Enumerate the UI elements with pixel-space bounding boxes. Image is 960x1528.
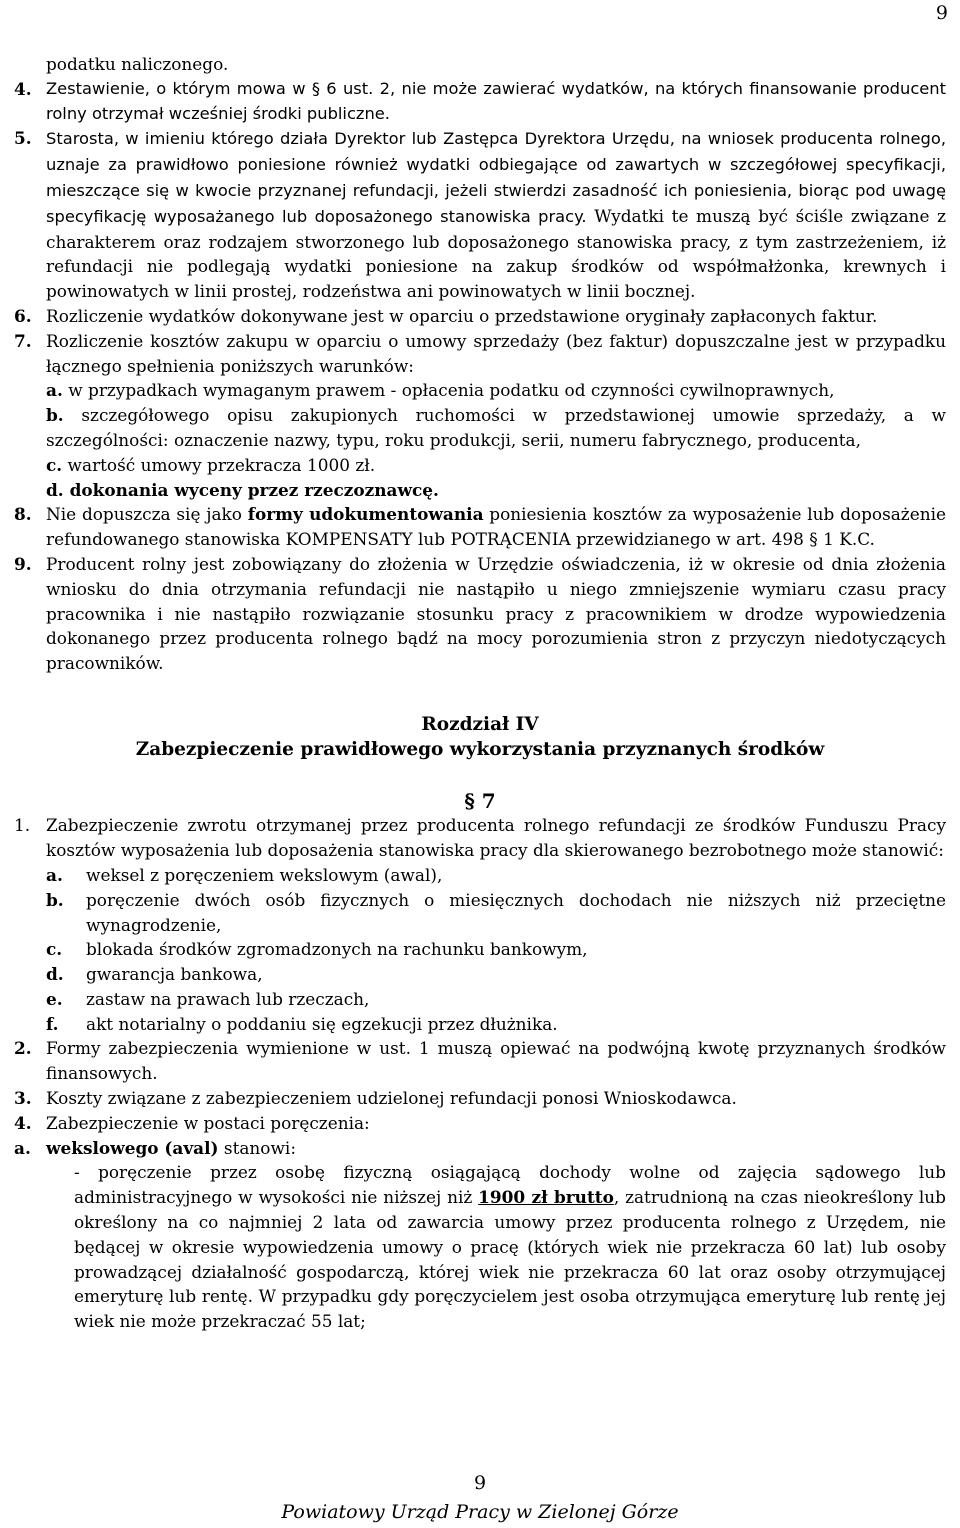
item-text: Producent rolny jest zobowiązany do złożenia w Urzędzie oświadczenia, iż w okresie od dnia złożenia wniosku do dnia otrzymania refundacji nie nastąpiło u niego zmniejszenie wymiaru czasu pracy pracownika i nie nastąpiło rozwiązanie stosunku pracy z pracownikiem w drodze wypowiedzenia dokonanego przez producenta rolnego bądź na mocy porozumienia stron z przyczyn niedotyczących pracowników.: [46, 553, 946, 674]
list-item: [0, 1136, 960, 1161]
sub-text: wartość umowy przekracza 1000 zł.: [62, 454, 376, 475]
item-number: 6.: [14, 305, 32, 326]
list-item: [0, 813, 960, 863]
item-number: 2.: [14, 1038, 32, 1059]
list-item: [0, 1086, 960, 1111]
item-letter: a.: [14, 1137, 31, 1158]
item-text: Starosta, w imieniu którego działa Dyrektor lub Zastępca Dyrektora Urzędu, na wniosek producenta rolnego, uznaje za prawidłowo poniesione również wydatki odbiegające od zawartych w szczegółowej specyfikacji, mieszczące się w kwocie przyznanej refundacji, jeżeli stwierdzi zasadność ich poniesienia, biorąc pod uwagę specyfikację wyposażanego lub doposażonego stanowiska pracy.: [46, 129, 946, 226]
list-item: [0, 77, 960, 127]
item-text: Rozliczenie wydatków dokonywane jest w oparciu o przedstawione oryginały zapłaconych faktur.: [46, 305, 878, 326]
item-number: 5.: [14, 128, 32, 149]
intro-line: podatku naliczonego.: [46, 54, 229, 74]
sub-text-cont: , zatrudnioną na czas nieokreślony lub określony na co najmniej 2 lata od zawarcia umowy przez producenta rolnego z Urzędem, nie będącej w okresie wypowiedzenia umowy o pracę (których wiek nie przekracza 60 lat) lub osoby prowadzącej działalność gospodarczą, której wiek nie przekracza 60 lat oraz osoby otrzymującej emeryturę lub rentę. W przypadku gdy poręczycielem jest osoba otrzymująca emeryturę lub rentę jej wiek nie może przekraczać 55 lat;: [74, 1187, 946, 1332]
item-number: 9.: [14, 553, 32, 574]
sub-text: akt notarialny o poddaniu się egzekucji przez dłużnika.: [86, 1013, 558, 1034]
sub-text: - poręczenie przez osobę fizyczną osiągającą dochody wolne od zajęcia sądowego lub administracyjnego w wysokości nie niższej niż: [74, 1162, 946, 1208]
sub-text: poręczenie dwóch osób fizycznych o miesięcznych dochodach nie niższych niż przeciętne wynagrodzenie,: [86, 889, 946, 935]
item-text: Rozliczenie kosztów zakupu w oparciu o umowy sprzedaży (bez faktur) dopuszczalne jest w przypadku łącznego spełnienia poniższych warunków:: [46, 330, 946, 376]
item-number: 7.: [14, 330, 32, 351]
sub-item: [0, 478, 960, 503]
sub-item: [0, 987, 960, 1012]
sub-letter: f.: [46, 1013, 59, 1034]
list-item: [0, 502, 960, 552]
list-item: [0, 1111, 960, 1136]
sub-letter: e.: [46, 988, 63, 1009]
item-text: Nie dopuszcza się jako: [46, 504, 248, 525]
section-mark: § 7: [464, 788, 496, 813]
sub-letter: b.: [46, 889, 64, 910]
sub-letter: c.: [46, 939, 63, 960]
item-text-bold: formy udokumentowania: [247, 504, 484, 525]
sub-text: dokonania wyceny przez rzeczoznawcę.: [63, 479, 439, 500]
sub-item: [0, 863, 960, 888]
item-number: 8.: [14, 504, 32, 525]
sub-text: szczegółowego opisu zakupionych ruchomości w przedstawionej umowie sprzedaży, a w szczególności: oznaczenie nazwy, typu, roku produkcji, serii, numeru fabrycznego, producenta,: [46, 405, 946, 450]
sub-text: weksel z poręczeniem wekslowym (awal),: [86, 864, 443, 885]
item-number: 4.: [14, 78, 32, 99]
amount-text: 1900 zł brutto: [478, 1187, 614, 1208]
sub-text: blokada środków zgromadzonych na rachunku bankowym,: [86, 939, 588, 960]
sub-item: [0, 453, 960, 478]
sub-letter: b.: [46, 405, 64, 426]
list-item: [0, 1036, 960, 1086]
page-number-bottom: 9: [473, 1472, 487, 1494]
sub-item: [0, 937, 960, 962]
item-text: stanowi:: [218, 1137, 297, 1158]
document-body: [0, 52, 960, 1334]
item-text: Koszty związane z zabezpieczeniem udzielonej refundacji ponosi Wnioskodawca.: [46, 1088, 737, 1109]
sub-text: zastaw na prawach lub rzeczach,: [86, 988, 370, 1009]
sub-text: w przypadkach wymaganym prawem - opłacenia podatku od czynności cywilnoprawnych,: [62, 380, 835, 401]
sub-item: [0, 962, 960, 987]
sub-letter: d.: [46, 964, 64, 985]
item-text: Zestawienie, o którym mowa w § 6 ust. 2, nie może zawierać wydatków, na których finansowanie producent rolny otrzymał wcześniej środki publiczne.: [46, 78, 946, 123]
sub-letter: c.: [46, 454, 63, 475]
chapter-title: Rozdział IV: [421, 713, 539, 735]
item-number: 1.: [14, 815, 31, 836]
sub-text: gwarancja bankowa,: [86, 964, 263, 985]
list-item: [0, 126, 960, 304]
list-item: [0, 329, 960, 379]
item-number: 4.: [14, 1112, 32, 1133]
item-text-cont: poniesienia kosztów za wyposażenie lub doposażenie refundowanego stanowiska KOMPENSATY lub POTRĄCENIA przewidzianego w art. 498 § 1 K.C.: [46, 504, 946, 550]
sub-letter: a.: [46, 380, 63, 401]
list-item: [0, 552, 960, 676]
item-number: 3.: [14, 1088, 32, 1109]
sub-letter: a.: [46, 864, 63, 885]
page-footer: Powiatowy Urząd Pracy w Zielonej Górze: [281, 1501, 679, 1523]
page-number-top: 9: [935, 2, 948, 24]
list-item: [0, 304, 960, 329]
sub-item: [0, 888, 960, 938]
sub-item: [0, 378, 960, 403]
item-text-cont: Wydatki te muszą być ściśle związane z charakterem oraz rodzajem stworzonego lub doposażonego stanowiska pracy, z tym zastrzeżeniem, iż refundacji nie podlegają wydatki poniesione na zakup środków od współmałżonka, krewnych i powinowatych w linii prostej, rodzeństwa ani powinowatych w linii bocznej.: [46, 205, 947, 302]
chapter-subtitle: Zabezpieczenie prawidłowego wykorzystania przyznanych środków: [135, 738, 825, 760]
item-text-bold: wekslowego (aval): [46, 1137, 219, 1158]
sub-item: [0, 1012, 960, 1037]
item-text: Zabezpieczenie w postaci poręczenia:: [46, 1112, 370, 1133]
item-text: Formy zabezpieczenia wymienione w ust. 1 muszą opiewać na podwójną kwotę przyznanych środków finansowych.: [46, 1038, 946, 1084]
item-text: Zabezpieczenie zwrotu otrzymanej przez producenta rolnego refundacji ze środków Funduszu Pracy kosztów wyposażenia lub doposażenia stanowiska pracy dla skierowanego bezrobotnego może stanowić:: [46, 815, 946, 861]
sub-paragraph: [0, 1160, 960, 1334]
sub-letter: d.: [46, 479, 64, 500]
sub-item: [0, 403, 960, 453]
